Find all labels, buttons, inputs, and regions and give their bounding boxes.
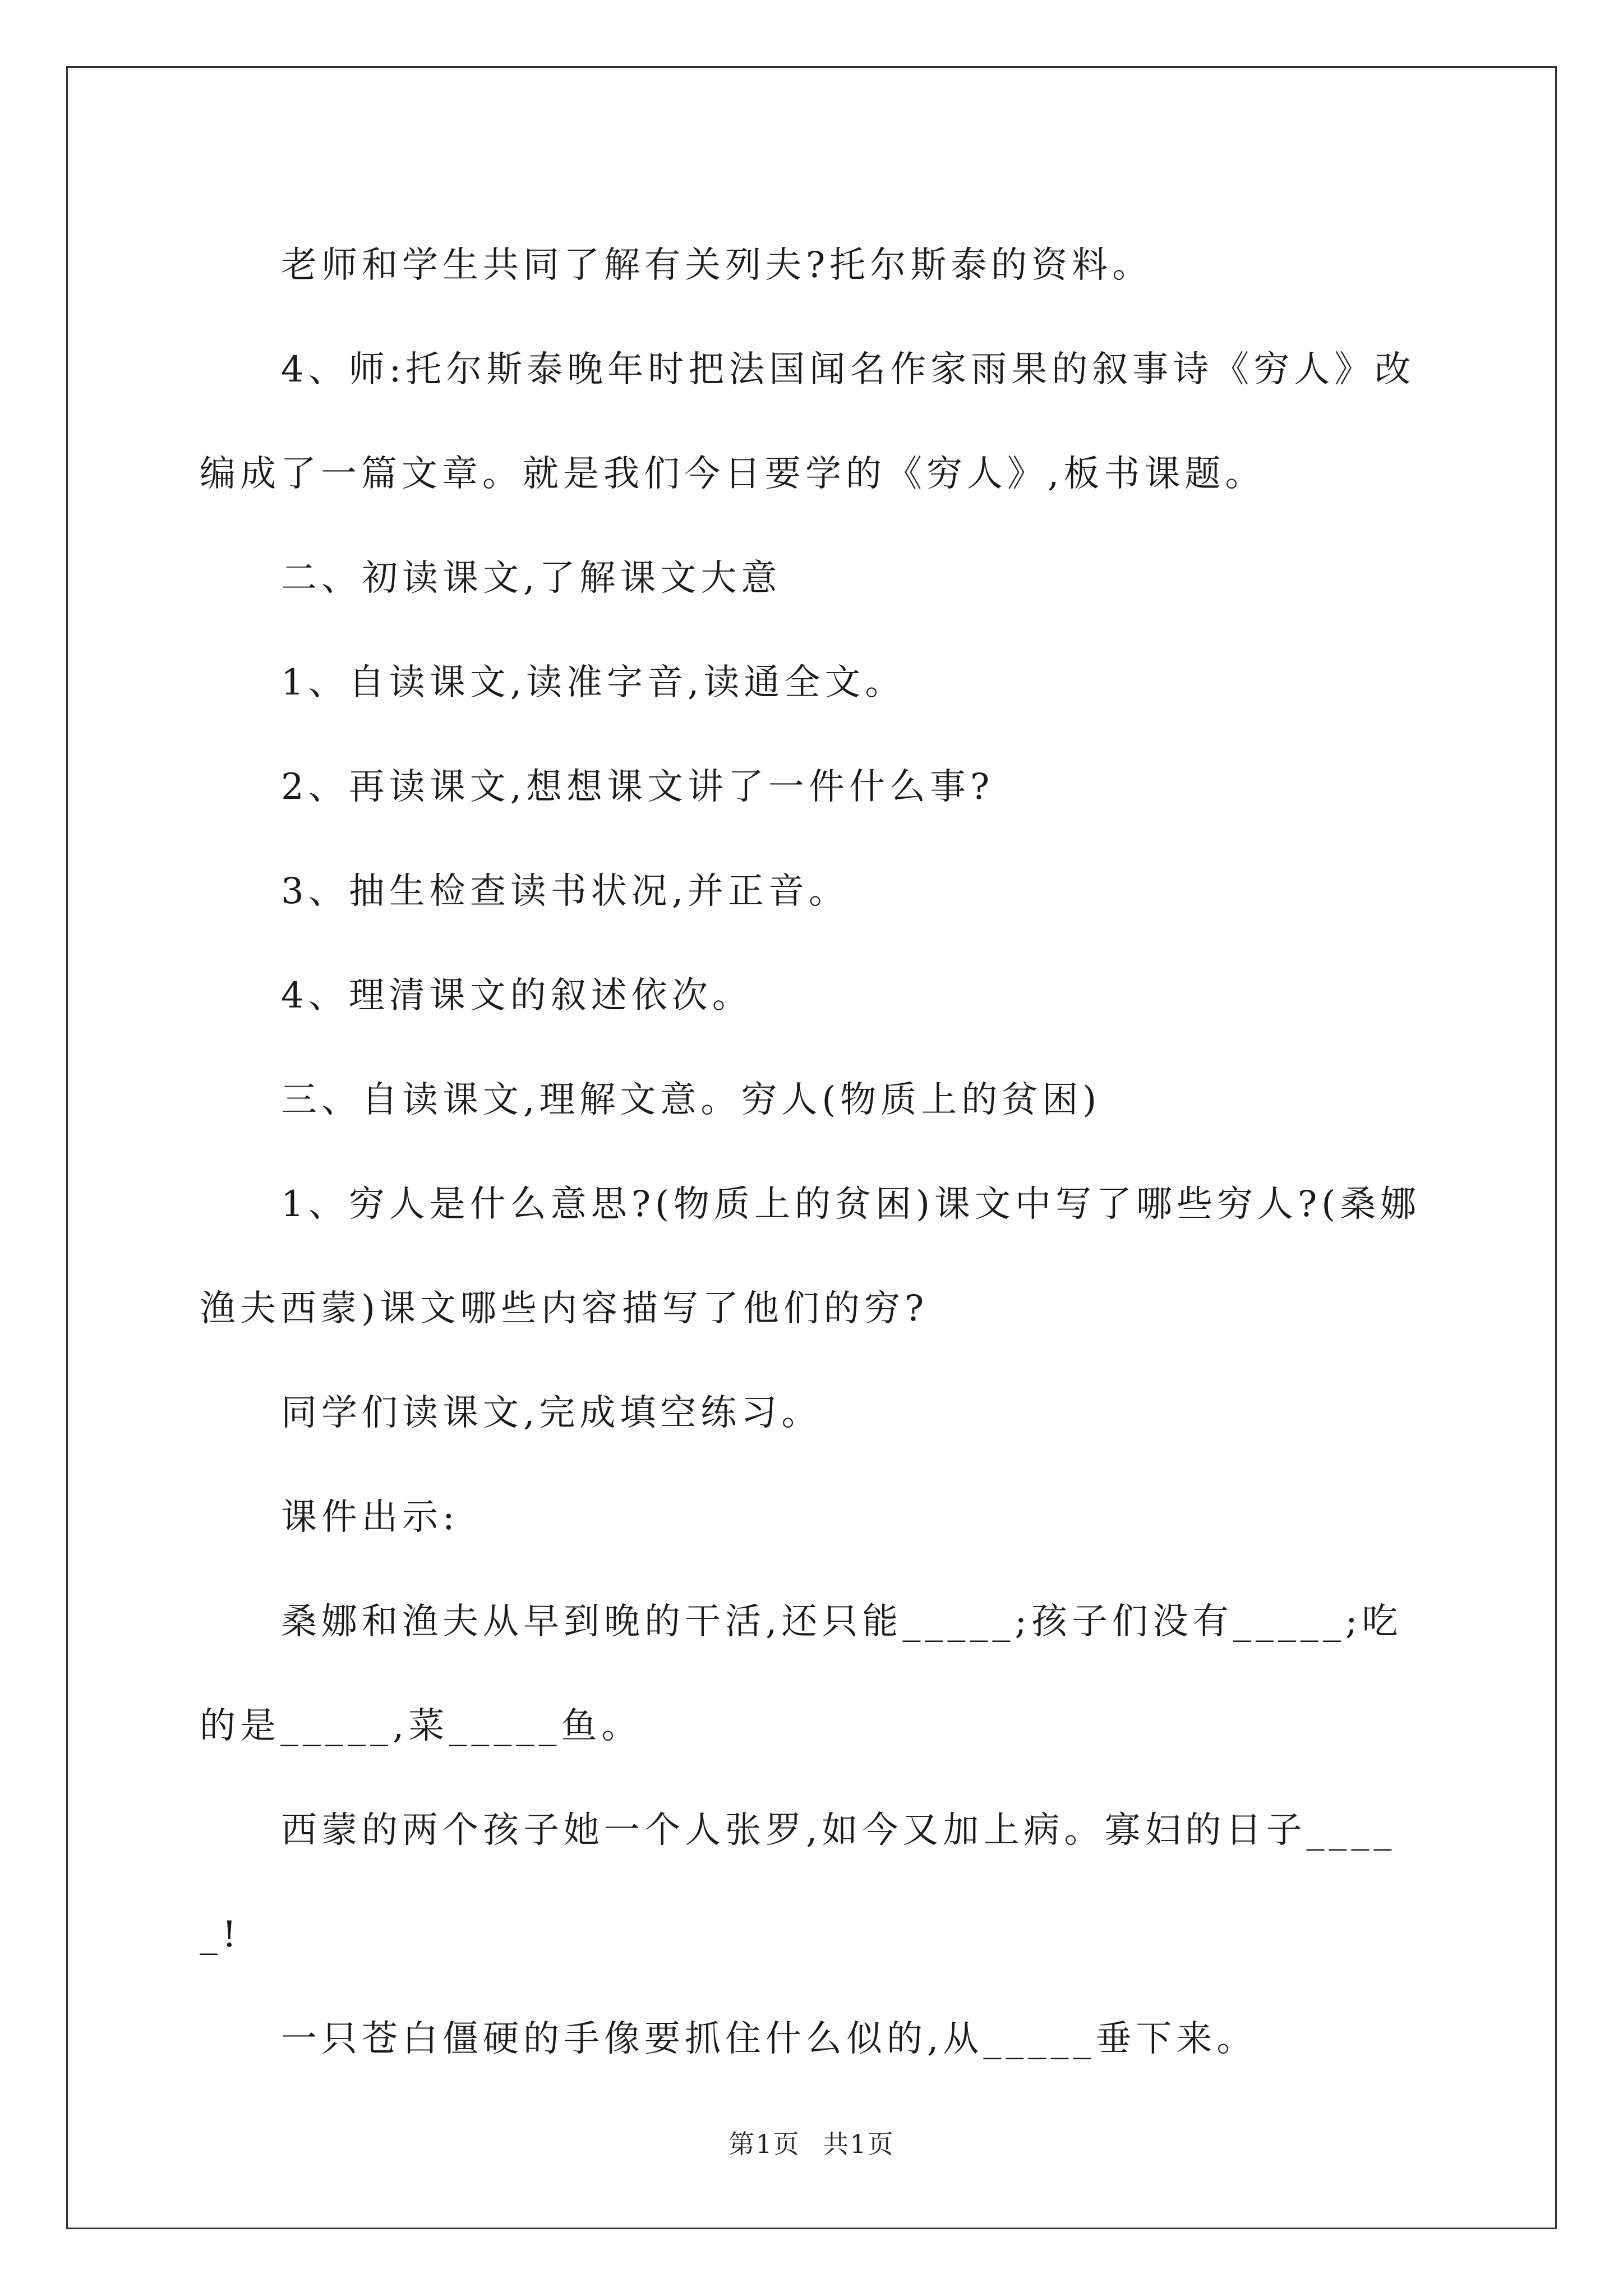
paragraph-6: 3、抽生检查读书状况,并正音。 — [281, 871, 850, 912]
page-footer — [0, 2124, 1623, 2161]
document-body — [200, 213, 1433, 2091]
paragraph-2: 4、师:托尔斯泰晚年时把法国闻名作家雨果的叙事诗《穷人》改编成了一篇文章。就是我们今日要学的《穷人》,板书课题。 — [200, 349, 1415, 495]
paragraph-7: 4、理清课文的叙述依次。 — [281, 975, 753, 1016]
paragraph-9: 1、穷人是什么意思?(物质上的贫困)课文中写了哪些穷人?(桑娜渔夫西蒙)课文哪些内容描写了他们的穷? — [200, 1184, 1421, 1329]
paragraph-14: 一只苍白僵硬的手像要抓住什么似的,从_____垂下来。 — [281, 2018, 1257, 2060]
paragraph-13: 西蒙的两个孩子她一个人张罗,如今又加上病。寡妇的日子_____! — [200, 1810, 1396, 1955]
paragraph-12: 桑娜和渔夫从早到晚的干活,还只能_____;孩子们没有_____;吃的是_____,菜_____鱼。 — [200, 1601, 1403, 1747]
paragraph-4: 1、自读课文,读准字音,读通全文。 — [281, 662, 906, 703]
page-number-total: 共1页 — [823, 2129, 895, 2159]
paragraph-1: 老师和学生共同了解有关列夫?托尔斯泰的资料。 — [281, 245, 1153, 286]
paragraph-10: 同学们读课文,完成填空练习。 — [281, 1392, 822, 1434]
paragraph-8: 三、自读课文,理解文意。穷人(物质上的贫困) — [281, 1079, 1101, 1121]
paragraph-5: 2、再读课文,想想课文讲了一件什么事? — [281, 766, 994, 808]
paragraph-11: 课件出示: — [281, 1497, 459, 1538]
paragraph-3: 二、初读课文,了解课文大意 — [281, 558, 782, 599]
page-number-current: 第1页 — [728, 2129, 800, 2159]
